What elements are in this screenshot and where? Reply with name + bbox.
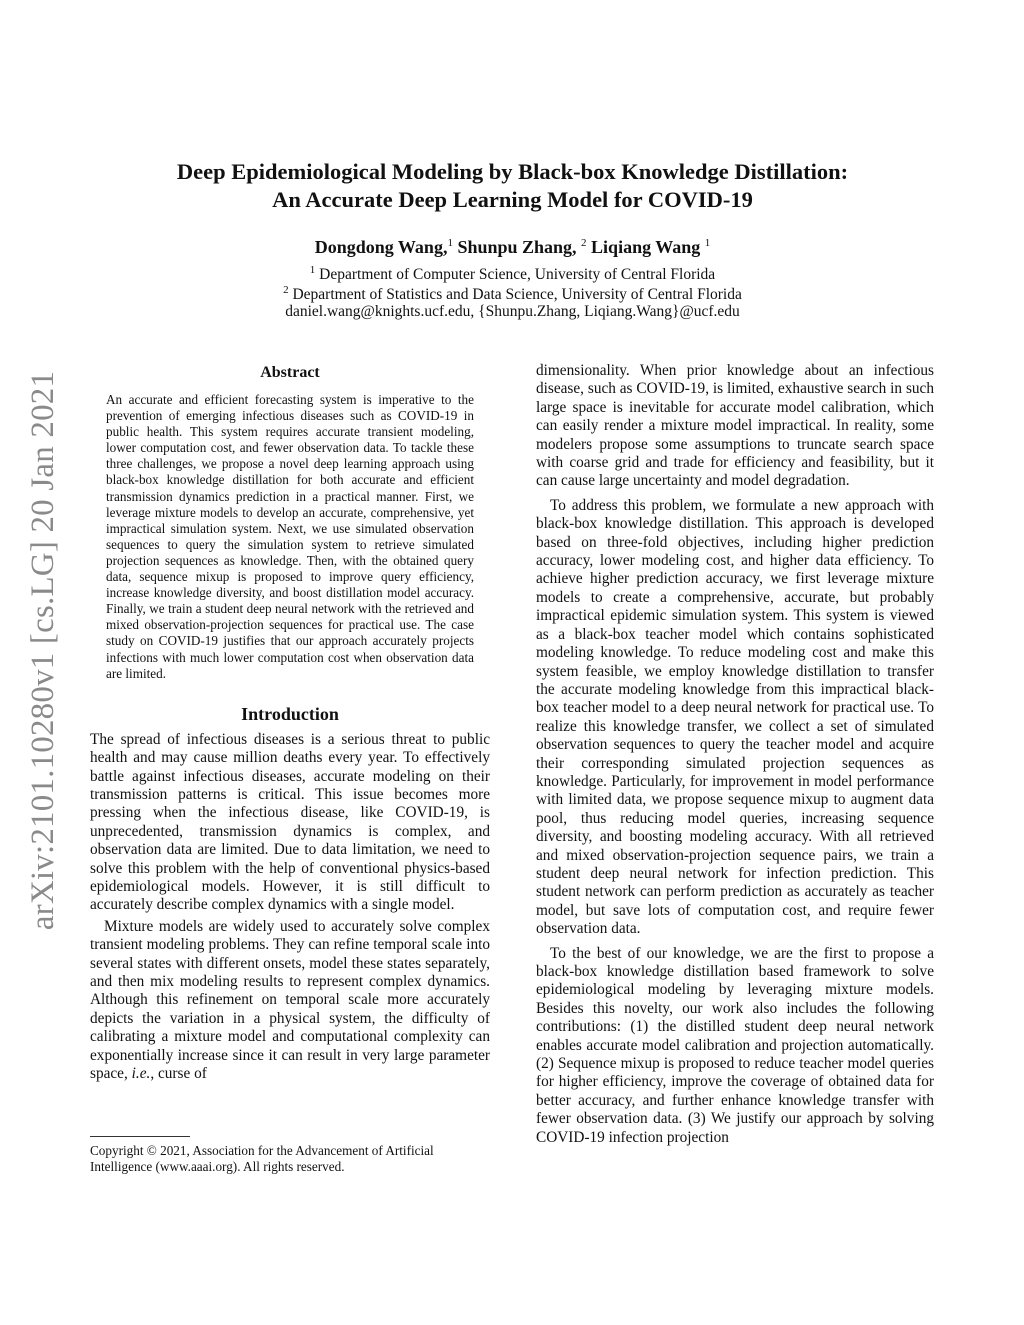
arxiv-identifier bbox=[14, 350, 74, 950]
intro-p2-ie: i.e. bbox=[131, 1065, 151, 1082]
footnote-rule bbox=[90, 1136, 190, 1137]
right-paragraph-1: dimensionality. When prior knowledge about an infectious disease, such as COVID-19, is limited, exhaustive search in such large space is inevitable for accurate model calibration, which can easily render a mixture model impractical. In reality, some modelers propose some assumptions to truncate search space with coarse grid and trade for efficiency and feasibility, but it can cause large uncertainty and model degradation. bbox=[536, 362, 934, 490]
intro-paragraph-2 bbox=[90, 918, 490, 1084]
author-2: Shunpu Zhang, bbox=[452, 237, 582, 257]
title-line-2: An Accurate Deep Learning Model for COVID-19 bbox=[272, 187, 753, 212]
author-3: Liqiang Wang bbox=[586, 237, 705, 257]
right-paragraph-2: To address this problem, we formulate a new approach with black-box knowledge distillation. This approach is developed based on three-fold objectives, including higher prediction accuracy, lower modeling cost, and higher data efficiency. To achieve higher prediction accuracy, we first leverage mixture models to create a comprehensive, accurate, but probably impractical epidemic simulation system. This system is viewed as a black-box teacher model which contains sophisticated modeling knowledge. To reduce modeling cost and make this system feasible, we employ knowledge distillation to transfer the accurate modeling knowledge from this impractical black-box teacher model to a deep neural network for practical use. To realize this knowledge transfer, we collect a set of simulated observation sequences to query the teacher model and acquire their corresponding simulated projection sequences as knowledge. Particularly, for improvement in model performance with limited data, we propose sequence mixup to augment data pool, thus reducing model queries, increasing sequence diversity, and boosting modeling accuracy. With all retrieved and mixed observation-projection sequence pairs, we train a student deep neural network for infection prediction. This student network can perform prediction as accurately as teacher model, but save lots of computation cost, and require fewer observation data. bbox=[536, 496, 934, 938]
author-emails: daniel.wang@knights.ucf.edu, {Shunpu.Zhang, Liqiang.Wang}@ucf.edu bbox=[285, 303, 740, 320]
copyright-footnote bbox=[90, 1136, 490, 1176]
affiliation-1 bbox=[90, 264, 935, 284]
author-list bbox=[90, 237, 935, 258]
arxiv-identifier-text: arXiv:2101.10280v1 [cs.LG] 20 Jan 2021 bbox=[25, 370, 62, 930]
title-line-1: Deep Epidemiological Modeling by Black-box Knowledge Distillation: bbox=[176, 159, 849, 184]
affiliation-2-text: Department of Statistics and Data Science, University of Central Florida bbox=[288, 286, 742, 304]
abstract-heading: Abstract bbox=[260, 364, 320, 381]
affiliation-2-sup: 2 bbox=[283, 284, 289, 296]
affiliation-1-text: Department of Computer Science, University of Central Florida bbox=[315, 266, 716, 284]
affiliation-2 bbox=[90, 284, 935, 304]
affiliation-1-sup: 1 bbox=[309, 264, 316, 276]
introduction-heading: Introduction bbox=[241, 703, 339, 724]
paper-title bbox=[90, 158, 935, 214]
author-2-sup: 2 bbox=[581, 237, 587, 249]
copyright-text: Copyright © 2021, Association for the Advancement of Artificial Intelligence (www.aaai.org). All rights reserved. bbox=[90, 1143, 434, 1175]
right-paragraph-3: To the best of our knowledge, we are the first to propose a black-box knowledge distillation based framework to solve epidemiological modeling by leveraging mixture models. Besides this novelty, our work also includes the following contributions: (1) the distilled student deep neural network enables accurate model calibration and projection automatically. (2) Sequence mixup is proposed to reduce teacher model queries for higher efficiency, improve the coverage of obtained data for better accuracy, and further enhance knowledge transfer with fewer observation data. (3) We justify our approach by solving COVID-19 infection projection bbox=[536, 944, 934, 1146]
intro-paragraph-1: The spread of infectious diseases is a serious threat to public health and may cause million deaths every year. To effectively battle against infectious diseases, accurate modeling on their transmission patterns is critical. This issue becomes more pressing when the infectious disease, like COVID-19, is unprecedented, transmission dynamics is complex, and observation data are limited. Due to data limitation, we need to solve this problem with the help of conventional physics-based epidemiological models. However, it is still difficult to accurately describe complex dynamics with a single model. bbox=[90, 730, 490, 914]
author-3-sup: 1 bbox=[704, 237, 711, 249]
author-1-sup: 1 bbox=[447, 237, 453, 249]
left-column bbox=[90, 362, 490, 1083]
intro-p2-text: Mixture models are widely used to accurately solve complex transient modeling problems. They can refine temporal scale into several states with different onsets, model these states separately, and then mix modeling results to represent complex dynamics. Although this refinement on temporal scale more accurately depicts the variation in a physical system, the difficulty of calibrating a mixture model and computational complexity can exponentially increase since it can result in very large parameter space, bbox=[90, 917, 490, 1082]
abstract-text: An accurate and efficient forecasting system is imperative to the prevention of emerging infectious diseases such as COVID-19 in public health. This system requires accurate transient modeling, lower computation cost, and fewer observation data. To tackle these three challenges, we propose a novel deep learning approach using black-box knowledge distillation for both accurate and efficient transmission dynamics prediction in a practical manner. First, we leverage mixture models to develop an accurate, comprehensive, yet impractical simulation system. Next, we use simulated observation sequences to query the simulation system to retrieve simulated projection sequences as knowledge. Then, with the obtained query data, sequence mixup is proposed to improve query efficiency, increase knowledge diversity, and boost distillation model accuracy. Finally, we train a student deep neural network with the retrieved and mixed observation-projection sequences for practical use. The case study on COVID-19 justifies that our approach accurately projects infections with much lower computation cost when observation data are limited. bbox=[106, 392, 474, 681]
author-1: Dongdong Wang, bbox=[314, 237, 448, 257]
intro-p2-end: , curse of bbox=[150, 1065, 207, 1082]
right-column bbox=[536, 362, 934, 1147]
